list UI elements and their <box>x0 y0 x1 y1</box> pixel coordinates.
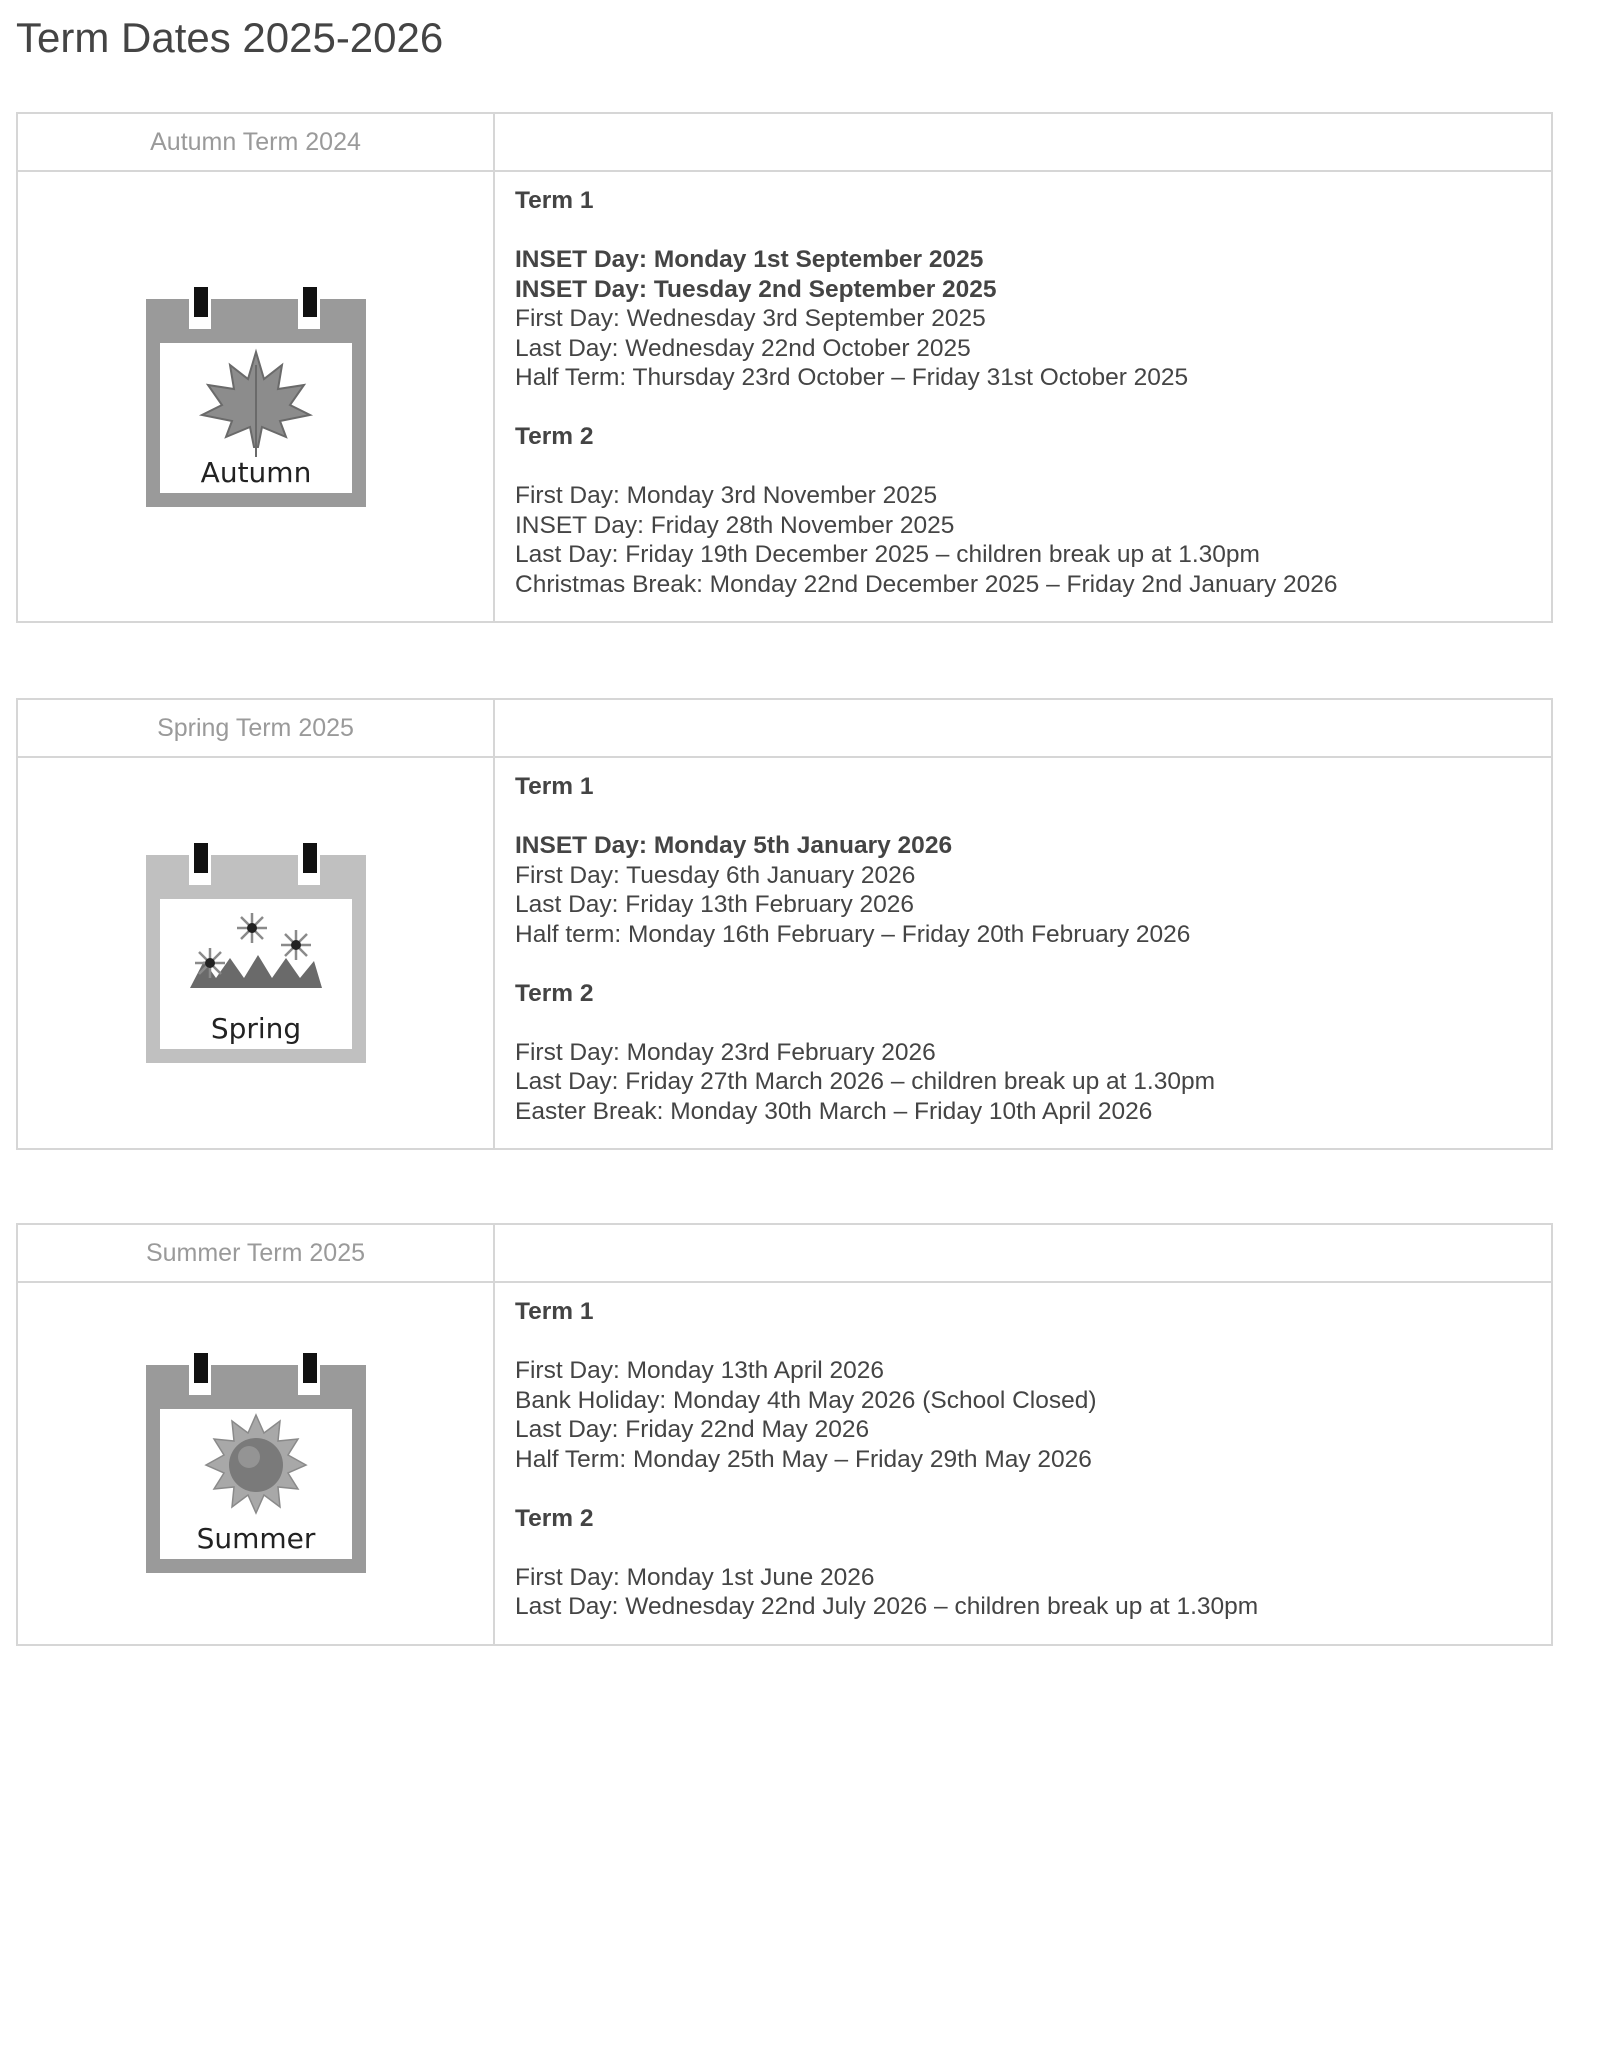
date-line: Last Day: Wednesday 22nd July 2026 – children break up at 1.30pm <box>515 1593 1259 1620</box>
details-cell <box>494 1282 1552 1645</box>
spring-calendar-icon <box>146 843 366 1063</box>
page-title: Term Dates 2025-2026 <box>16 14 444 61</box>
season-label: Summer Term 2025 <box>17 1224 494 1282</box>
date-line: INSET Day: Monday 1st September 2025 <box>515 246 984 273</box>
date-line: Last Day: Wednesday 22nd October 2025 <box>515 334 971 362</box>
icon-text: Summer <box>196 1522 315 1556</box>
summer-calendar-icon <box>146 1353 366 1573</box>
term-header-row <box>17 699 1552 757</box>
details-cell <box>494 757 1552 1149</box>
term-heading: Term 1 <box>515 773 594 800</box>
term-table-spring <box>16 698 1553 1150</box>
term-table-autumn <box>16 112 1553 623</box>
header-empty-cell <box>494 113 1552 171</box>
header-empty-cell <box>494 699 1552 757</box>
date-line: INSET Day: Friday 28th November 2025 <box>515 511 955 539</box>
season-label: Autumn Term 2024 <box>17 113 494 171</box>
term-body-row <box>17 171 1552 622</box>
date-line: Half term: Monday 16th February – Friday 20th February 2026 <box>515 920 1191 948</box>
date-line: Last Day: Friday 13th February 2026 <box>515 891 915 918</box>
date-line: First Day: Monday 13th April 2026 <box>515 1357 885 1384</box>
date-line: Christmas Break: Monday 22nd December 2025 – Friday 2nd January 2026 <box>515 570 1338 598</box>
date-line: INSET Day: Monday 5th January 2026 <box>515 832 953 859</box>
date-line: First Day: Wednesday 3rd September 2025 <box>515 305 986 332</box>
icon-text: Spring <box>210 1012 301 1045</box>
date-line: INSET Day: Tuesday 2nd September 2025 <box>515 275 997 303</box>
term-table-summer <box>16 1223 1553 1646</box>
term-body-row <box>17 1282 1552 1645</box>
icon-cell <box>17 171 494 622</box>
term-header-row <box>17 1224 1552 1282</box>
date-line: First Day: Monday 23rd February 2026 <box>515 1038 936 1066</box>
date-line: First Day: Monday 3rd November 2025 <box>515 482 938 509</box>
term-heading: Term 1 <box>515 1298 594 1325</box>
date-line: Last Day: Friday 19th December 2025 – children break up at 1.30pm <box>515 541 1260 568</box>
date-line: Last Day: Friday 22nd May 2026 <box>515 1416 870 1443</box>
icon-text: Autumn <box>200 455 311 489</box>
term-heading: Term 2 <box>515 1504 594 1532</box>
header-empty-cell <box>494 1224 1552 1282</box>
date-line: First Day: Monday 1st June 2026 <box>515 1563 875 1591</box>
date-line: Easter Break: Monday 30th March – Friday 10th April 2026 <box>515 1097 1153 1125</box>
autumn-calendar-icon <box>146 287 366 507</box>
icon-cell <box>17 1282 494 1645</box>
term-heading: Term 2 <box>515 423 594 450</box>
icon-cell <box>17 757 494 1149</box>
date-line: Bank Holiday: Monday 4th May 2026 (School Closed) <box>515 1386 1097 1414</box>
date-line: First Day: Tuesday 6th January 2026 <box>515 861 916 889</box>
season-label: Spring Term 2025 <box>17 699 494 757</box>
term-header-row <box>17 113 1552 171</box>
details-cell <box>494 171 1552 622</box>
date-line: Last Day: Friday 27th March 2026 – children break up at 1.30pm <box>515 1068 1215 1095</box>
date-line: Half Term: Monday 25th May – Friday 29th May 2026 <box>515 1445 1092 1473</box>
term-body-row <box>17 757 1552 1149</box>
term-heading: Term 2 <box>515 979 594 1007</box>
term-heading: Term 1 <box>515 187 594 214</box>
date-line: Half Term: Thursday 23rd October – Friday 31st October 2025 <box>515 364 1189 391</box>
